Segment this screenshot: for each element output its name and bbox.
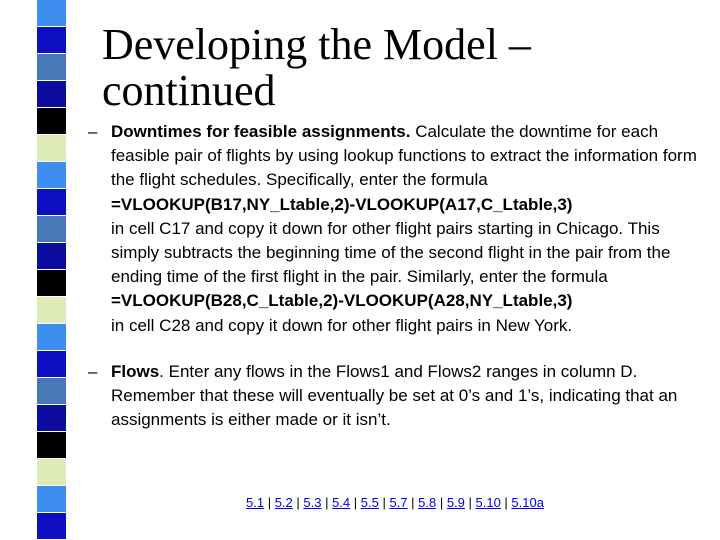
- color-block: [37, 486, 66, 513]
- nav-link[interactable]: 5.10: [475, 495, 501, 510]
- link-separator: |: [292, 495, 304, 510]
- link-separator: |: [500, 495, 512, 510]
- dash-bullet: –: [88, 122, 98, 141]
- slide-body: [62, 120, 712, 432]
- link-separator: |: [407, 495, 419, 510]
- nav-link[interactable]: 5.4: [332, 495, 351, 510]
- color-block: [37, 0, 66, 27]
- nav-link[interactable]: 5.2: [274, 495, 293, 510]
- bullet-flows: [62, 360, 712, 433]
- link-separator: |: [464, 495, 476, 510]
- color-block: [37, 513, 66, 540]
- formula-text: =VLOOKUP(B28,C_Ltable,2)-VLOOKUP(A28,NY_Ltable,3): [111, 291, 573, 311]
- nav-link[interactable]: 5.1: [246, 495, 265, 510]
- bullet-label: Downtimes for feasible assignments.: [111, 122, 411, 141]
- nav-link[interactable]: 5.3: [303, 495, 322, 510]
- nav-link[interactable]: 5.10a: [511, 495, 544, 510]
- color-block: [37, 459, 66, 486]
- link-separator: |: [264, 495, 275, 510]
- nav-link[interactable]: 5.7: [389, 495, 408, 510]
- dash-bullet: –: [88, 361, 98, 381]
- bullet-label: Flows: [111, 361, 160, 381]
- slide-title: Developing the Model – continued: [102, 20, 531, 115]
- color-block: [37, 54, 66, 81]
- formula-text: =VLOOKUP(B17,NY_Ltable,2)-VLOOKUP(A17,C_Ltable,3): [111, 194, 573, 214]
- bullet-text: Calculate the downtime for each feasible pair of flights by using lookup functions to extract the information form the flight schedules. Specifically, enter the formula: [111, 122, 697, 190]
- nav-link[interactable]: 5.9: [446, 495, 465, 510]
- bullet-text: in cell C28 and copy it down for other flight pairs in New York.: [111, 315, 573, 335]
- color-block: [37, 27, 66, 54]
- link-separator: |: [436, 495, 447, 510]
- bullet-text: . Enter any flows in the Flows1 and Flows2 ranges in column D. Remember that these will eventually be set at 0’s and 1’s, indicating that an assignments is either made or it isn’t.: [111, 361, 678, 430]
- slide-navigation-links: [246, 495, 544, 510]
- nav-link[interactable]: 5.5: [360, 495, 379, 510]
- link-separator: |: [350, 495, 361, 510]
- link-separator: |: [321, 495, 333, 510]
- link-separator: |: [378, 495, 390, 510]
- color-block: [37, 81, 66, 108]
- bullet-downtimes: [62, 120, 712, 338]
- color-block: [37, 432, 66, 459]
- bullet-text: in cell C17 and copy it down for other flight pairs starting in Chicago. This simply subtracts the beginning time of the second flight in the pair from the ending time of the first flight in the pair. Similarly, enter the formula: [111, 218, 671, 287]
- nav-link[interactable]: 5.8: [418, 495, 437, 510]
